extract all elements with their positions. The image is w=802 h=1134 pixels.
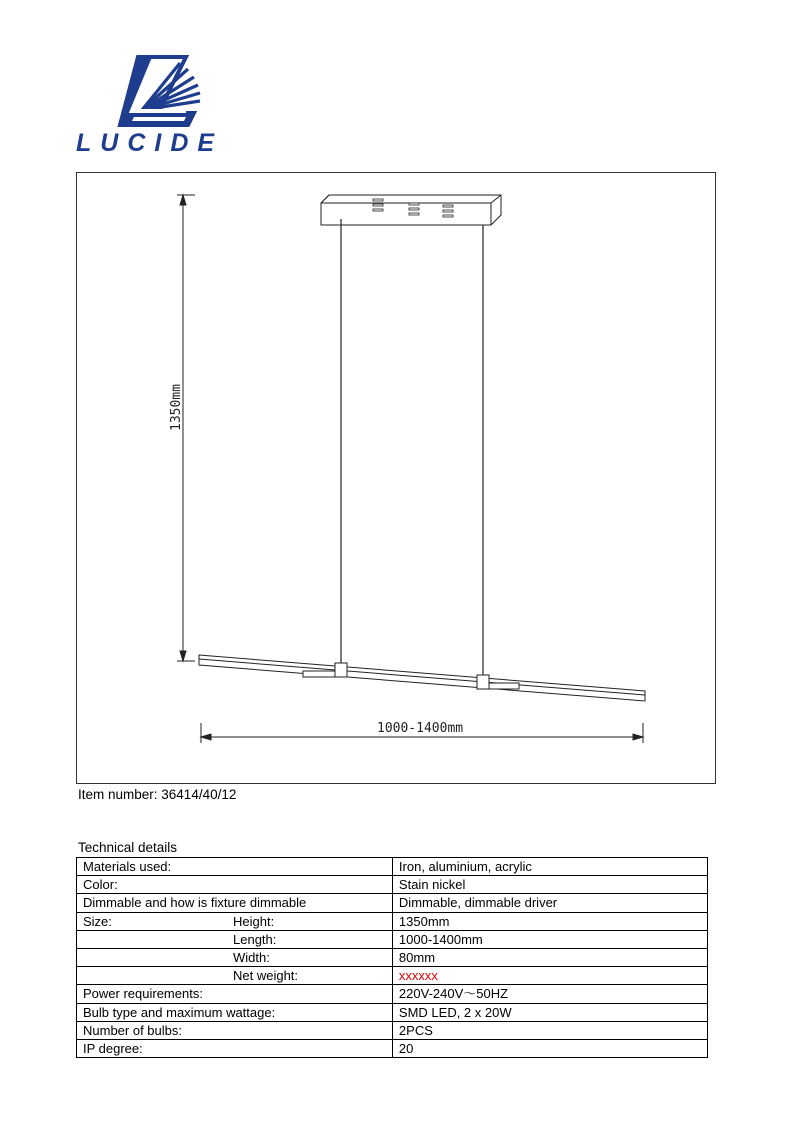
table-row (77, 967, 708, 985)
bulbs-count-value: 2PCS (392, 1021, 707, 1039)
ip-value: 20 (392, 1039, 707, 1057)
length-cell (77, 930, 393, 948)
technical-drawing (76, 172, 716, 784)
height-value: 1350mm (392, 912, 707, 930)
color-value: Stain nickel (392, 876, 707, 894)
width-cell (77, 948, 393, 966)
table-row (77, 858, 708, 876)
bulb-label: Bulb type and maximum wattage: (77, 1003, 393, 1021)
bulbs-count-label: Number of bulbs: (77, 1021, 393, 1039)
length-label: Length: (233, 931, 277, 947)
item-number: Item number: 36414/40/12 (78, 787, 237, 802)
table-row (77, 1021, 708, 1039)
net-weight-label: Net weight: (233, 968, 299, 984)
pendant-lamp-drawing (77, 173, 717, 785)
height-dimension-label: 1350mm (169, 384, 184, 431)
ceiling-canopy (321, 195, 501, 225)
technical-details-table (76, 857, 708, 1058)
length-value: 1000-1400mm (392, 930, 707, 948)
table-row (77, 948, 708, 966)
height-label: Height: (233, 913, 275, 929)
lucide-sunburst-logo-icon (76, 55, 226, 129)
table-row (77, 894, 708, 912)
technical-details-title: Technical details (78, 840, 178, 855)
table-row (77, 1003, 708, 1021)
net-weight-cell (77, 967, 393, 985)
length-dimension-label: 1000-1400mm (377, 721, 464, 736)
materials-label: Materials used: (77, 858, 393, 876)
color-label: Color: (77, 876, 393, 894)
size-label: Size: (83, 913, 112, 929)
dimmable-value: Dimmable, dimmable driver (392, 894, 707, 912)
ip-label: IP degree: (77, 1039, 393, 1057)
power-value: 220V-240V〜50HZ (392, 985, 707, 1003)
lucide-logo (76, 55, 226, 159)
table-row (77, 876, 708, 894)
materials-value: Iron, aluminium, acrylic (392, 858, 707, 876)
power-label: Power requirements: (77, 985, 393, 1003)
table-row (77, 1039, 708, 1057)
width-label: Width: (233, 950, 270, 966)
brand-name: LUCIDE (76, 129, 224, 157)
size-cell (77, 912, 393, 930)
dimmable-label: Dimmable and how is fixture dimmable (77, 894, 393, 912)
table-row (77, 930, 708, 948)
lamp-bar (199, 655, 645, 701)
net-weight-value: xxxxxx (392, 967, 707, 985)
table-row (77, 985, 708, 1003)
bulb-value: SMD LED, 2 x 20W (392, 1003, 707, 1021)
width-value: 80mm (392, 948, 707, 966)
table-row (77, 912, 708, 930)
